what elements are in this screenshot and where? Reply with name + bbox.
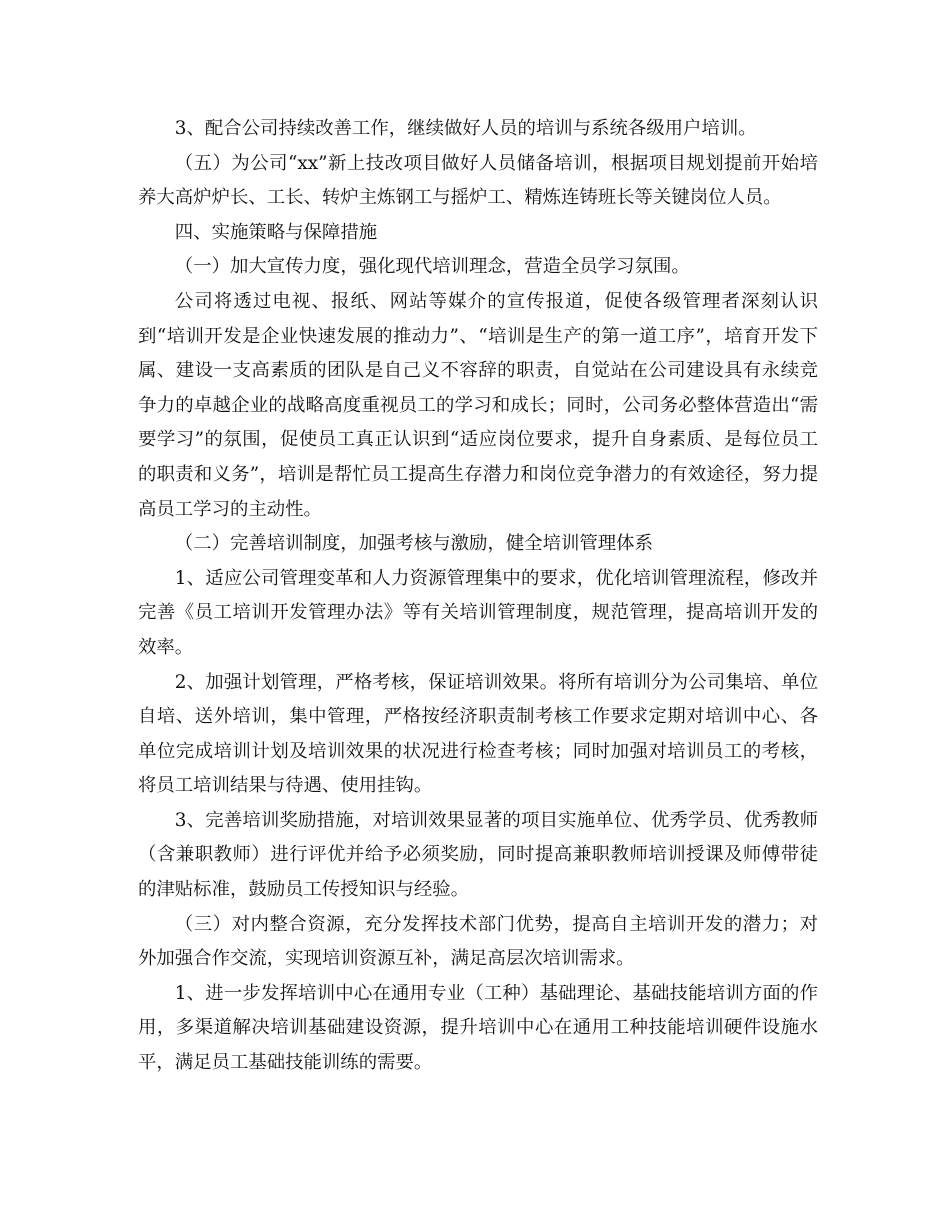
document-body [138, 112, 818, 1081]
section-heading-4: 四、实施策略与保障措施 [174, 221, 378, 243]
paragraph-item-3: 3、配合公司持续改善工作，继续做好人员的培训与系统各级用户培训。 [174, 118, 757, 139]
paragraph-publicity: 公司将透过电视、报纸、网站等媒介的宣传报道，促使各级管理者深刻认识到“培训开发是企业快速发展的推动力”、“培训是生产的第一道工序”，培育开发下属、建设一支高素质的团队是自己义不容辞的职责，自觉站在公司建设具有永续竞争力的卓越企业的战略高度重视员工的学习和成长；同时，公司务必整体营造出“需要学习”的氛围，促使员工真正认识到“适应岗位要求，提升自身素质、是每位员工的职责和义务”，培训是帮忙员工提高生存潜力和岗位竞争潜力的有效途径，努力提高员工学习的主动性。 [138, 290, 818, 520]
paragraph-item-2-plan: 2、加强计划管理，严格考核，保证培训效果。将所有培训分为公司集培、单位自培、送外培训，集中管理，严格按经济职责制考核工作要求定期对培训中心、各单位完成培训计划及培训效果的状况进行检查考核；同时加强对培训员工的考核，将员工培训结果与待遇、使用挂钩。 [138, 671, 818, 797]
paragraph-item-3-reward: 3、完善培训奖励措施，对培训效果显著的项目实施单位、优秀学员、优秀教师（含兼职教师）进行评优并给予必须奖励，同时提高兼职教师培训授课及师傅带徒的津贴标准，鼓励员工传授知识与经验。 [138, 809, 818, 901]
subheading-3: （三）对内整合资源，充分发挥技术部门优势，提高自主培训开发的潜力；对外加强合作交流，实现培训资源互补，满足高层次培训需求。 [138, 913, 818, 970]
subheading-1: （一）加大宣传力度，强化现代培训理念，营造全员学习氛围。 [174, 256, 690, 278]
paragraph-section-5: （五）为公司“xx”新上技改项目做好人员储备培训，根据项目规划提前开始培养大高炉炉长、工长、转炉主炼钢工与摇炉工、精炼连铸班长等关键岗位人员。 [138, 152, 818, 209]
paragraph-item-1-center: 1、进一步发挥培训中心在通用专业（工种）基础理论、基础技能培训方面的作用，多渠道解决培训基础建设资源，提升培训中心在通用工种技能培训硬件设施水平，满足员工基础技能训练的需要。 [138, 982, 818, 1074]
paragraph-item-1-system: 1、适应公司管理变革和人力资源管理集中的要求，优化培训管理流程，修改并完善《员工培训开发管理办法》等有关培训管理制度，规范管理，提高培训开发的效率。 [138, 567, 818, 658]
subheading-2: （二）完善培训制度，加强考核与激励，健全培训管理体系 [174, 533, 653, 555]
